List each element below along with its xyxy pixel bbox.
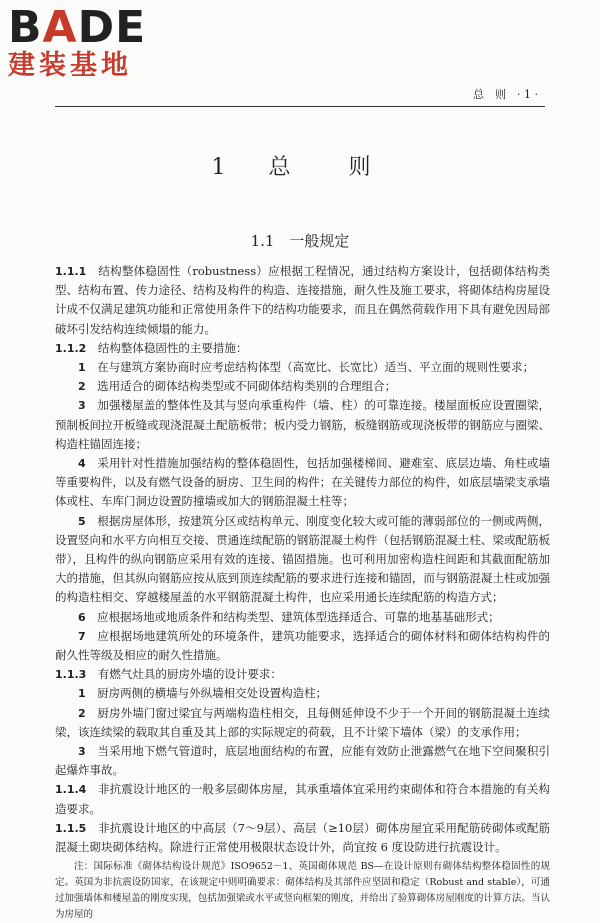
chapter-title: 1 总 则 [211, 155, 389, 180]
logo-wordmark: BADE [8, 2, 147, 53]
brand-logo [8, 2, 168, 82]
paragraph: 1.1.3 有燃气灶具的厨房外墙的设计要求： [55, 667, 282, 682]
list-item: 1 在与建筑方案协商时应考虑结构体型（高宽比、长宽比）适当、平立面的规则性要求； [78, 360, 535, 375]
paragraph: 1.1.4 非抗震设计地区的一般多层砌体房屋，其承重墙体宜采用约束砌体和符合本措施的有关构造要求。 [55, 782, 550, 816]
list-item: 1 厨房两侧的横墙与外纵墙相交处设置构造柱； [78, 686, 328, 701]
list-item: 5 根据房屋体形，按建筑分区或结构单元、刚度变化较大或可能的薄弱部位的一侧或两侧，设置竖向和水平方向相互交接、贯通连续配筋的钢筋混凝土构件（包括钢筋混凝土柱、梁或配筋板带），且构件的纵向钢筋应采用有效的连接、锚固措施。也可利用加密构造柱间距和其截面配筋加大的措施，但其纵向钢筋应按从底到顶连续配筋的要求进行连接和锚固，而与钢筋混凝土柱或加强的构造柱相交、穿越楼屋盖的水平钢筋混凝土构件，也应采用通长连续配筋的构造方式； [55, 513, 550, 605]
footnote: 注：国际标准《砌体结构设计规范》ISO9652－1、英国砌体规范 BS—在设计原则有砌体结构整体稳固性的规定。英国为非抗震设防国家，在该规定中则明确要求：砌体结构及其部件应坚固和稳定（Robust and stable），可通过加强墙体和楼屋盖的刚度实现，包括加强梁或水平或竖向框架的刚度，并给出了验算砌体房屋刚度的计算方法。当认为房屋的 [55, 861, 550, 921]
page-header: 总 则 · 1 · [473, 88, 538, 101]
list-item: 3 当采用地下燃气管道时，底层地面结构的布置，应能有效防止泄露燃气在地下空间聚积引起爆炸事故。 [55, 744, 550, 778]
paragraph: 1.1.2 结构整体稳固性的主要措施： [55, 340, 248, 355]
body-text [55, 262, 550, 923]
paragraph: 1.1.5 非抗震设计地区的中高层（7～9层）、高层（≥10层）砌体房屋宜采用配筋砖砌体或配筋混凝土砌块砌体结构。除进行正常使用极限状态设计外，尚宜按 6 度设防进行抗震设计。 [55, 820, 551, 855]
header-divider [55, 106, 545, 107]
list-item: 7 应根据场地建筑所处的环境条件，建筑功能要求，选择适合的砌体材料和砌体结构构件的耐久性等级及相应的耐久性措施。 [55, 628, 550, 663]
paragraph: 1.1.1 结构整体稳固性（robustness）应根据工程情况，通过结构方案设计，包括砌体结构类型、结构布置、传力途径、结构及构件的构造、连接措施，耐久性及施工要求，将砌体结构房屋设计成不仅满足建筑功能和正常使用条件下的结构功能要求，而且在偶然荷载作用下具有避免因局部破坏引发结构连续倾塌的能力。 [55, 264, 550, 336]
list-item: 4 采用针对性措施加强结构的整体稳固性，包括加强楼梯间、避难室、底层边墙、角柱或墙等重要构件，以及有燃气设备的厨房、卫生间的构件；在关键传力部位的构件，如底层墙梁支承墙体或柱、车库门洞边设置防撞墙或加大的钢筋混凝土柱等； [55, 456, 550, 509]
list-item: 6 应根据场地或地质条件和结构类型、建筑体型选择适合、可靠的地基基础形式； [78, 609, 500, 624]
section-title: 1.1 一般规定 [250, 232, 350, 250]
list-item: 2 厨房外墙门窗过梁宜与两端构造柱相交，且每侧延伸设不少于一个开间的钢筋混凝土连续梁，该连续梁的载取其自重及其上部的实际规定的荷载，且不计梁下墙体（梁）的支承作用； [55, 705, 550, 739]
list-item: 3 加强楼屋盖的整体性及其与竖向承重构件（墙、柱）的可靠连接。楼屋面板应设置圈梁，预制板间拉开板缝或现浇混凝土配筋板带；板内受力钢筋，板缝钢筋或现浇板带的钢筋应与圈梁、构造柱锚固连接； [55, 398, 550, 451]
list-item: 2 选用适合的砌体结构类型或不同砌体结构类别的合理组合； [78, 379, 397, 394]
logo-subtitle: 建装基地 [8, 50, 132, 81]
